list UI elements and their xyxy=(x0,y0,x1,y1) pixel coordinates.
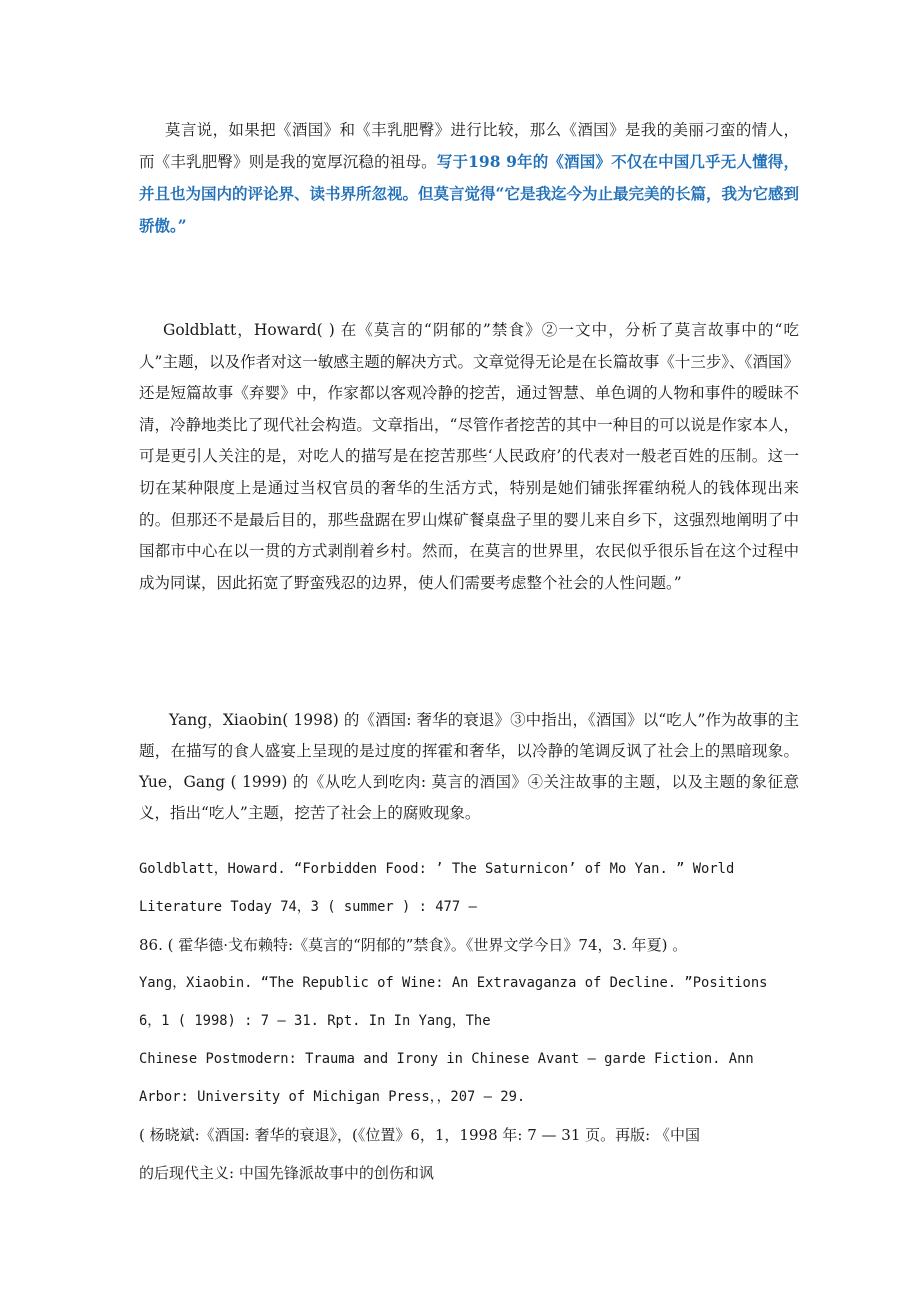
reference-line: 的后现代主义: 中国先锋派故事中的创伤和讽 xyxy=(139,1164,434,1182)
paragraph-yang-yue: Yang，Xiaobin( 1998) 的《酒国: 奢华的衰退》③中指出，《酒国》以“吃人”作为故事的主题，在描写的食人盛宴上呈现的是过度的挥霍和奢华，以冷静的笔调反讽了社会上的黑暗现象。Yue，Gang ( 1999) 的《从吃人到吃肉: 莫言的酒国》④关注故事的主题，以及主题的象征意义，指出“吃人”主题，挖苦了社会上的腐败现象。 xyxy=(139,711,799,822)
reference-line: Literature Today 74，3 ( summer ) : 477 — xyxy=(139,899,477,915)
reference-line: ( 杨晓斌:《酒国: 奢华的衰退》，(《位置》6，1，1998 年: 7 — 31 页。再版: 《中国 xyxy=(139,1126,700,1144)
highlighted-text: 写于198 9年的《酒国》不仅在中国几乎无人懂得，并且也为国内的评论界、读书界所忽视。但莫言觉得“它是我迄今为止最完美的长篇，我为它感到骄傲。” xyxy=(139,152,799,235)
reference-line: Chinese Postmodern: Trauma and Irony in Chinese Avant — garde Fiction. Ann xyxy=(139,1051,754,1067)
reference-list xyxy=(139,850,819,1192)
reference-line: 86. ( 霍华德·戈布赖特:《莫言的“阴郁的”禁食》。《世界文学今日》74，3. 年夏) 。 xyxy=(139,936,688,954)
reference-line: Arbor: University of Michigan Press，，207 — 29. xyxy=(139,1089,526,1105)
paragraph-mo-yan-quote xyxy=(139,115,799,242)
reference-line: Goldblatt，Howard. “Forbidden Food: ’ The Saturnicon’ of Mo Yan. ” World xyxy=(139,861,735,877)
reference-line: Yang，Xiaobin. “The Republic of Wine: An Extravaganza of Decline. ”Positions xyxy=(139,975,768,991)
paragraph-normal-text: 莫言说，如果把《酒国》和《丰乳肥臀》进行比较，那么《酒国》是我的美丽刁蛮的情人，而《丰乳肥臀》则是我的宽厚沉稳的祖母。 xyxy=(139,121,799,171)
reference-line: 6，1 ( 1998) : 7 — 31. Rpt. In In Yang，The xyxy=(139,1013,491,1029)
paragraph-goldblatt: Goldblatt，Howard( ) 在《莫言的“阴郁的”禁食》②一文中，分析了莫言故事中的“吃人”主题，以及作者对这一敏感主题的解决方式。文章觉得无论是在长篇故事《十三步》、《酒国》还是短篇故事《弃婴》中，作家都以客观冷静的挖苦，通过智慧、单色调的人物和事件的暧昧不清，冷静地类比了现代社会构造。文章指出，“尽管作者挖苦的其中一种目的可以说是作家本人，可是更引人关注的是，对吃人的描写是在挖苦那些‘人民政府’的代表对一般老百姓的压制。这一切在某种限度上是通过当权官员的奢华的生活方式，特别是她们铺张挥霍纳税人的钱体现出来的。但那还不是最后目的，那些盘踞在罗山煤矿餐桌盘子里的婴儿来自乡下，这强烈地阐明了中国都市中心在以一贯的方式剥削着乡村。然而，在莫言的世界里，农民似乎很乐旨在这个过程中成为同谋，因此拓宽了野蛮残忍的边界，使人们需要考虑整个社会的人性问题。” xyxy=(139,321,799,592)
